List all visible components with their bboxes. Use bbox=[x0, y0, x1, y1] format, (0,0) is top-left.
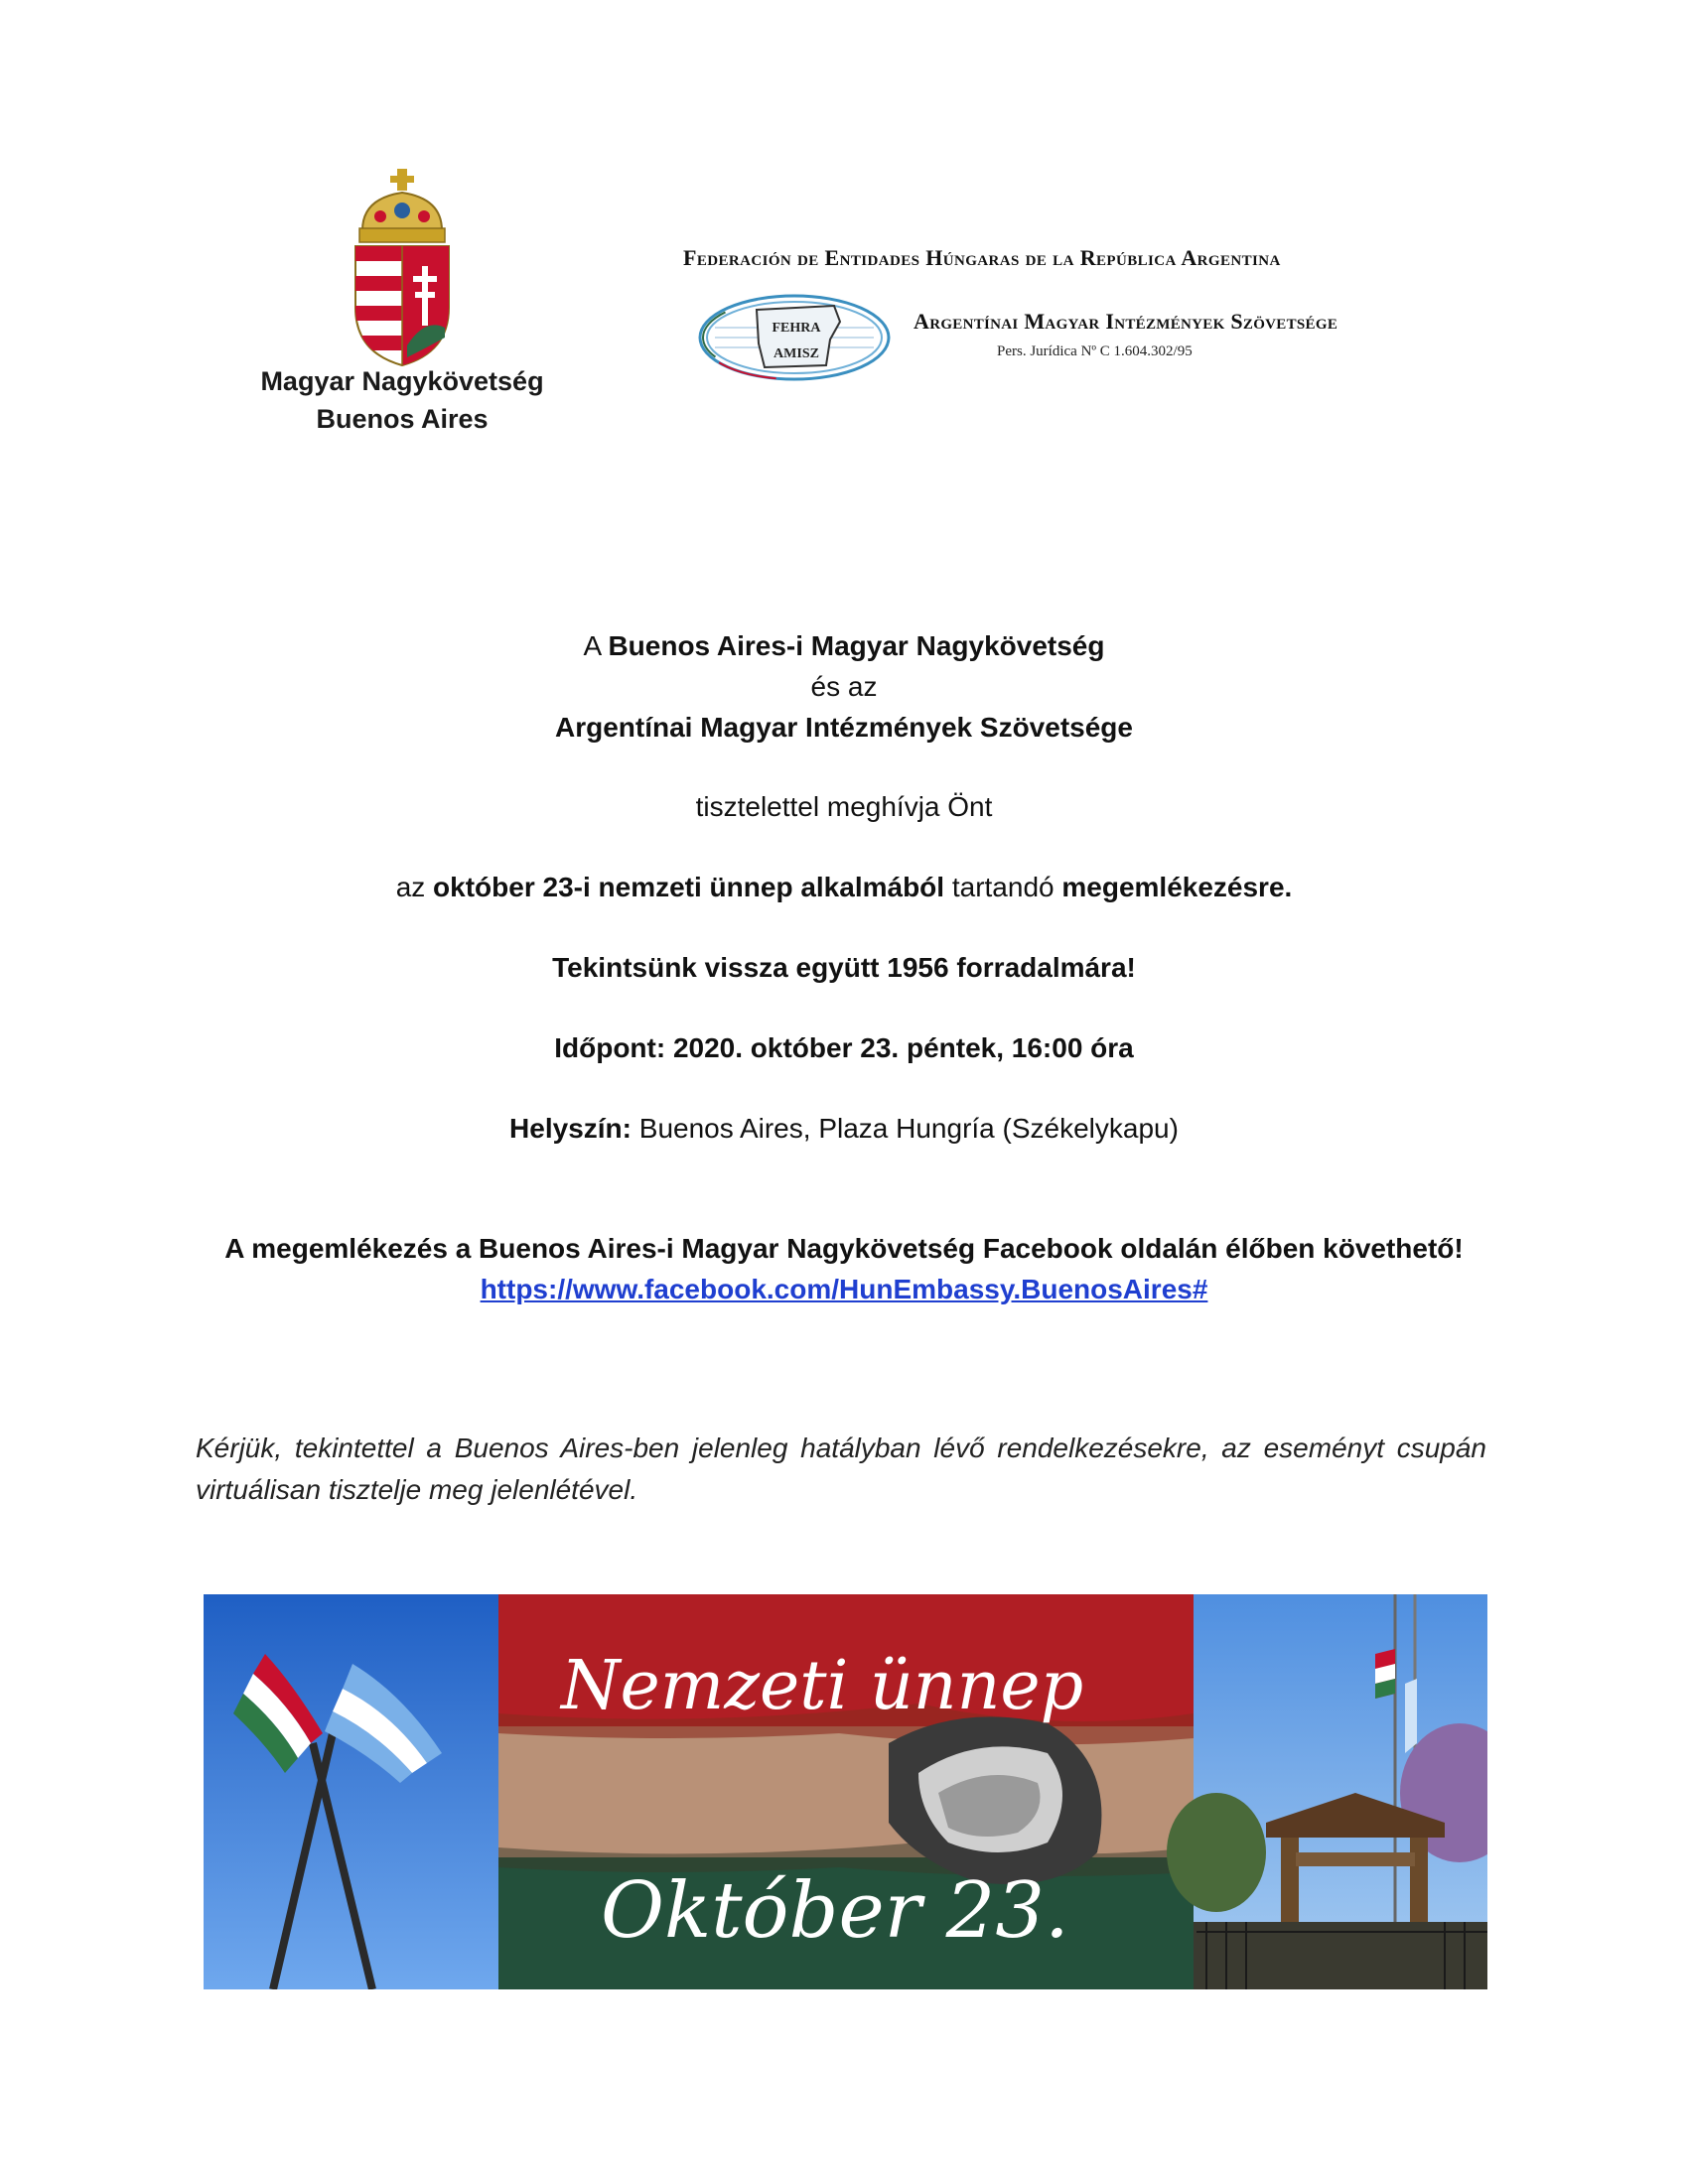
national-holiday-banner bbox=[204, 1594, 1487, 1989]
szekelykapu-photo bbox=[1167, 1594, 1487, 1989]
fehra-amisz-logo bbox=[695, 288, 894, 387]
occasion-b: október 23-i nemzeti ünnep alkalmából bbox=[433, 872, 945, 902]
occasion-a: az bbox=[395, 872, 434, 902]
logo-text-amisz: AMISZ bbox=[774, 346, 819, 361]
flags-photo bbox=[204, 1594, 498, 1989]
invitation-line-stream: A megemlékezés a Buenos Aires-i Magyar Nagykövetség Facebook oldalán élőben követhető! bbox=[224, 1233, 1464, 1264]
occasion-c: tartandó bbox=[944, 872, 1062, 902]
embassy-name-line1: Magyar Nagykövetség bbox=[260, 366, 544, 396]
federation-title-spanish: Federación de Entidades Húngaras de la República Argentina bbox=[683, 245, 1281, 270]
covid-note: Kérjük, tekintettel a Buenos Aires-ben jelenleg hatályban lévő rendelkezésekre, az eseményt csupán virtuálisan tisztelje meg jelenlétével. bbox=[196, 1433, 1486, 1505]
invitation-line-host1 bbox=[0, 626, 1688, 666]
facebook-link[interactable]: https://www.facebook.com/HunEmbassy.BuenosAires# bbox=[480, 1274, 1208, 1304]
embassy-name-line2: Buenos Aires bbox=[316, 404, 489, 434]
invitation-line-host2: Argentínai Magyar Intézmények Szövetsége bbox=[555, 712, 1133, 743]
host1-prefix: A bbox=[583, 630, 609, 661]
venue-value: Buenos Aires, Plaza Hungría (Székelykapu) bbox=[631, 1113, 1179, 1144]
federation-registration: Pers. Jurídica Nº C 1.604.302/95 bbox=[997, 343, 1193, 359]
hungarian-coat-of-arms bbox=[348, 169, 457, 367]
occasion-d: megemlékezésre. bbox=[1061, 872, 1293, 902]
invitation-line-motto: Tekintsünk vissza együtt 1956 forradalmára! bbox=[552, 952, 1136, 983]
banner-title: Nemzeti ünnep bbox=[561, 1647, 1084, 1725]
holiday-artwork bbox=[498, 1594, 1194, 1989]
host1-name: Buenos Aires-i Magyar Nagykövetség bbox=[608, 630, 1105, 661]
facebook-link-row bbox=[0, 1270, 1688, 1309]
venue-label: Helyszín: bbox=[509, 1113, 632, 1144]
invitation-line-invites: tisztelettel meghívja Önt bbox=[695, 791, 993, 822]
invitation-line-time: Időpont: 2020. október 23. péntek, 16:00 óra bbox=[554, 1032, 1134, 1063]
federation-title-hungarian: Argentínai Magyar Intézmények Szövetsége bbox=[914, 309, 1338, 334]
logo-text-fehra: FEHRA bbox=[772, 321, 821, 336]
invitation-line-venue bbox=[0, 1109, 1688, 1149]
banner-date: Október 23. bbox=[601, 1866, 1069, 1956]
invitation-line-and: és az bbox=[810, 671, 878, 702]
invitation-line-occasion bbox=[0, 868, 1688, 907]
